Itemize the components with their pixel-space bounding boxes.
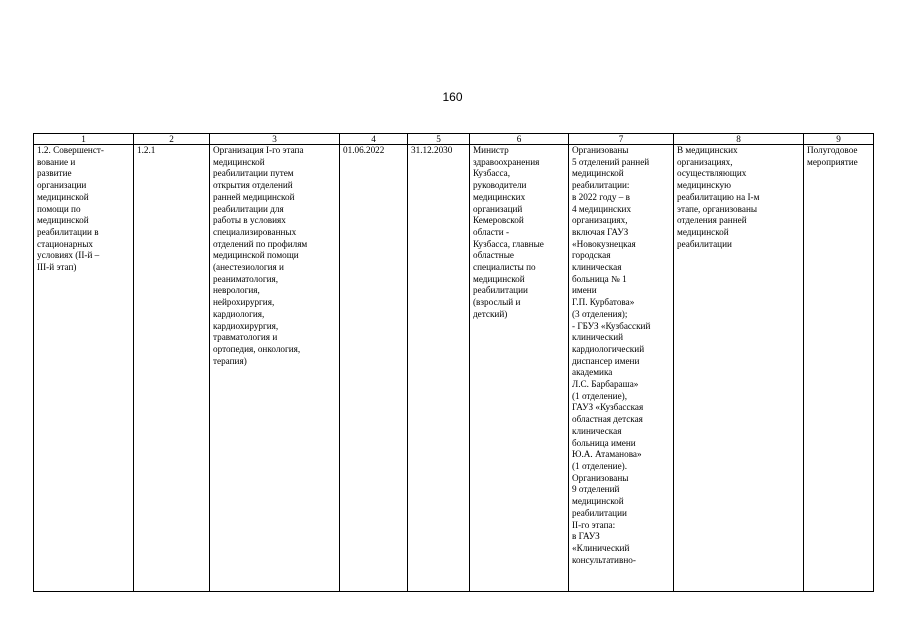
- activity-cell: [210, 145, 340, 592]
- activity-description: Организация I-го этапа медицинской реабилитации путем открытия отделений ранней медицинской реабилитации для работы в условиях специализированных отделений по профилям медицинской помощи (анестезиология и реаниматология, неврология, нейрохирургия, кардиология, кардиохирургия, травматология и ортопедия, онкология, терапия): [213, 145, 308, 366]
- responsible-parties: Министр здравоохранения Кузбасса, руководители медицинских организаций Кемеровской области - Кузбасса, главные областные специалисты по медицинской реабилитации (взрослый и детский): [473, 145, 544, 319]
- column-number: 2: [134, 134, 210, 145]
- column-number: 6: [470, 134, 569, 145]
- responsible-cell: [470, 145, 569, 592]
- results-cell: [569, 145, 674, 592]
- section-title: 1.2. Совершенст- вование и развитие организации медицинской помощи по медицинской реабилитации в стационарных условиях (II-й – III-й этап): [37, 145, 104, 273]
- table-row: [34, 145, 874, 592]
- item-number-cell: [134, 145, 210, 592]
- column-number: 3: [210, 134, 340, 145]
- column-number-row: [34, 134, 874, 145]
- column-number: 5: [408, 134, 470, 145]
- program-table: [33, 133, 874, 592]
- column-number: 1: [34, 134, 134, 145]
- start-date-cell: [340, 145, 408, 592]
- section-title-cell: [34, 145, 134, 592]
- end-date-cell: [408, 145, 470, 592]
- periodicity-cell: [804, 145, 874, 592]
- column-number: 7: [569, 134, 674, 145]
- page-number: 160: [442, 90, 463, 104]
- expected-outcome: В медицинских организациях, осуществляющих медицинскую реабилитацию на I-м этапе, организованы отделения ранней медицинской реабилитации: [677, 145, 760, 249]
- column-number: 9: [804, 134, 874, 145]
- periodicity: Полугодовое мероприятие: [807, 145, 858, 167]
- column-number: 8: [674, 134, 804, 145]
- results-description: Организованы 5 отделений ранней медицинской реабилитации: в 2022 году – в 4 медицинских организациях, включая ГАУЗ «Новокузнецкая городская клиническая больница № 1 имени Г.П. Курбатова» (3 отделения); - ГБУЗ «Кузбасский клинический кардиологический диспансер имени академика Л.С. Барбараша» (1 отделение), ГАУЗ «Кузбасская областная детская клиническая больница имени Ю.А. Атаманова» (1 отделение). Организованы 9 отделений медицинской реабилитации II-го этапа: в ГАУЗ «Клинический консультативно-: [572, 145, 651, 565]
- outcome-cell: [674, 145, 804, 592]
- column-number: 4: [340, 134, 408, 145]
- start-date: 01.06.2022: [343, 145, 385, 155]
- end-date: 31.12.2030: [411, 145, 453, 155]
- item-number: 1.2.1: [137, 145, 156, 155]
